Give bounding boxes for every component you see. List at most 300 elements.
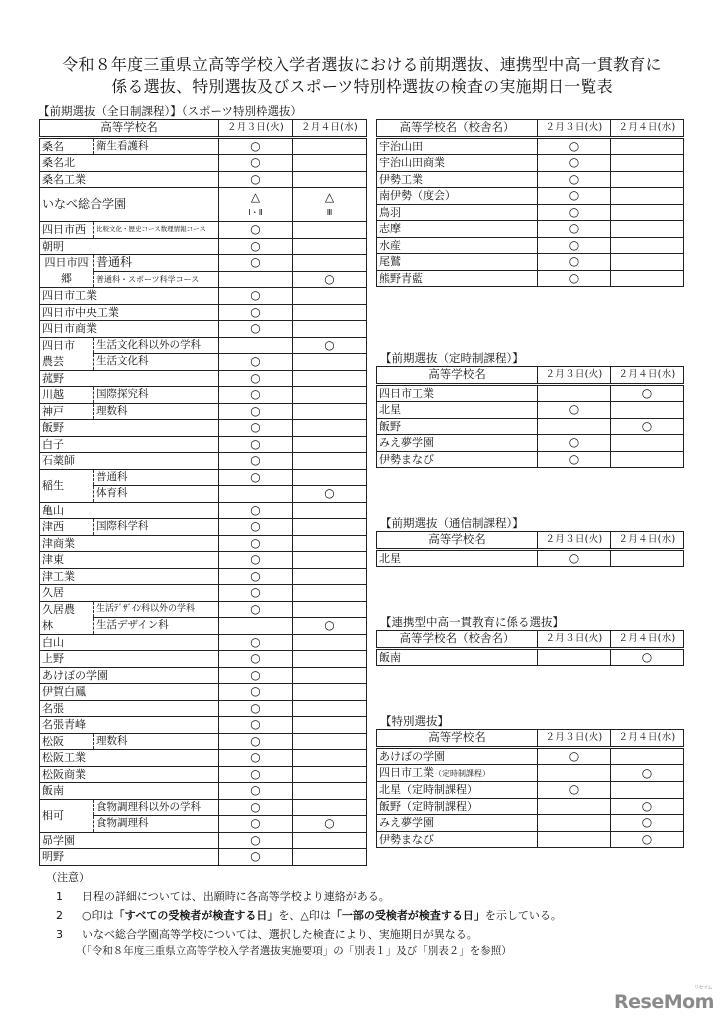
date1-mark [538, 765, 611, 782]
department-cell: 普通科・スポーツ科学コース [94, 271, 219, 288]
date1-mark: ○ [219, 535, 293, 552]
table-row [377, 188, 684, 205]
table-row [377, 747, 684, 765]
school-name: 飯野（定時制課程） [379, 799, 478, 813]
table-row [40, 403, 367, 420]
school-name-line: 四日市 [42, 338, 75, 352]
department-cell: 国際科学科 [94, 519, 219, 536]
date2-mark [611, 221, 684, 238]
table-row [377, 765, 684, 782]
school-name: 南伊勢（度会） [379, 189, 456, 203]
date2-mark [293, 799, 367, 816]
date2-mark: ○ [293, 486, 367, 503]
school-name-cell [377, 237, 538, 254]
school-name-cell: 川越 [40, 387, 94, 404]
note-item-3-sub: （「令和８年度三重県立高等学校入学者選抜実施要項」の「別表１」及び「別表２」を参照） [76, 945, 512, 957]
date1-mark: ○ [219, 700, 293, 717]
date2-mark [293, 155, 367, 172]
table-row [40, 222, 367, 239]
date2-mark: ○ [611, 798, 684, 815]
col-header-school: 高等学校名 [377, 367, 538, 385]
date2-mark [293, 849, 367, 866]
date2-mark [293, 137, 367, 155]
school-name-cell [377, 137, 538, 155]
date1-mark: ○ [219, 568, 293, 585]
date2-mark [293, 420, 367, 437]
school-name: いなべ総合学園 [42, 197, 127, 211]
date2-mark [293, 238, 367, 255]
date2-mark [293, 651, 367, 668]
date1-mark: ○ [219, 436, 293, 453]
col-header-school: 高等学校名 [40, 120, 219, 138]
date2-mark [293, 171, 367, 188]
table-row [377, 815, 684, 832]
date2-mark [293, 222, 367, 239]
school-name-cell [377, 384, 538, 402]
school-name-cell: 朝明 [40, 238, 219, 255]
school-name: 北星 [379, 551, 401, 565]
school-name: みえ夢学園 [379, 816, 434, 830]
school-name-line: 四日市四 [44, 256, 89, 269]
table-row [40, 766, 367, 783]
school-name-cell: 菰野 [40, 370, 219, 387]
special-section-label: 【特別選抜】 [380, 714, 449, 728]
school-name-cell [40, 255, 94, 288]
table-row [40, 849, 367, 866]
date2-mark [293, 255, 367, 272]
correspondence-table [376, 531, 684, 567]
table-row [40, 783, 367, 800]
col-header-date1: ２月３日(火) [538, 730, 611, 748]
date1-mark [219, 271, 293, 288]
table-row [40, 717, 367, 734]
date1-mark: ○ [219, 832, 293, 849]
date1-mark [538, 798, 611, 815]
date2-mark [611, 782, 684, 799]
date2-mark [293, 568, 367, 585]
table-row [40, 288, 367, 305]
department-cell: 比較文化・歴史コース数理情報コース [94, 222, 219, 239]
date1-mark: ○ [538, 435, 611, 452]
table-row [40, 552, 367, 569]
school-name-cell [377, 204, 538, 221]
school-name: あけぼの学園 [379, 749, 445, 763]
school-name: 尾鷲 [379, 255, 401, 269]
school-name-cell: 四日市工業 [40, 288, 219, 305]
date2-mark [293, 684, 367, 701]
table-row [40, 601, 367, 618]
part-time-section-label: 【前期選抜（定時制課程）】 [380, 351, 524, 365]
date1-mark: ○ [538, 155, 611, 172]
date1-mark: ○ [538, 221, 611, 238]
date2-mark: ○ [611, 831, 684, 848]
date1-mark [538, 648, 611, 666]
triangle-icon: △ [250, 189, 261, 204]
date2-mark [611, 402, 684, 419]
date2-mark [293, 634, 367, 651]
table-row [40, 171, 367, 188]
date2-mark: ○ [611, 418, 684, 435]
date1-mark: ○ [219, 469, 293, 486]
date2-mark [611, 435, 684, 452]
date1-mark: ○ [219, 420, 293, 437]
date2-mark [293, 453, 367, 470]
table-row [40, 733, 367, 750]
school-name-cell: 松阪工業 [40, 750, 219, 767]
date2-mark [293, 304, 367, 321]
date1-mark: ○ [219, 766, 293, 783]
triangle-icon: △ [324, 189, 335, 204]
school-name: みえ夢学園 [379, 436, 434, 450]
table-row [40, 137, 367, 155]
date1-mark: ○ [219, 238, 293, 255]
exam-type-note: Ⅲ [326, 207, 333, 217]
table-row [40, 651, 367, 668]
school-name-cell: 伊賀白鳳 [40, 684, 219, 701]
school-name-cell: 飯野 [40, 420, 219, 437]
document-title [0, 54, 724, 98]
integrated-section-label: 【連携型中高一貫教育に係る選抜】 [380, 615, 564, 629]
date1-mark: ○ [219, 502, 293, 519]
col-header-date2: ２月４日(水) [611, 367, 684, 385]
date1-mark: ○ [219, 601, 293, 618]
date2-mark [293, 601, 367, 618]
table-row [40, 370, 367, 387]
title-line-2: 係る選抜、特別選抜及びスポーツ特別枠選抜の検査の実施期日一覧表 [111, 77, 613, 96]
date2-mark [293, 585, 367, 602]
school-name: 宇治山田 [379, 139, 423, 153]
date2-mark [293, 469, 367, 486]
col-header-date2: ２月４日(水) [611, 730, 684, 748]
table-row [40, 799, 367, 816]
table-row [40, 337, 367, 354]
col-header-school-campus: 高等学校名（校舎名） [377, 631, 538, 649]
date1-mark: ○ [219, 403, 293, 420]
school-name: 四日市工業 [379, 386, 434, 400]
date2-mark [293, 288, 367, 305]
school-name-cell [377, 782, 538, 799]
school-name: 宇治山田商業 [379, 156, 445, 170]
table-row [40, 684, 367, 701]
date1-mark: ○ [219, 667, 293, 684]
date1-mark [219, 618, 293, 635]
school-name-cell: 津工業 [40, 568, 219, 585]
date1-mark: ○ [538, 549, 611, 567]
date1-mark: ○ [538, 747, 611, 765]
school-name-cell [377, 747, 538, 765]
date2-mark [293, 403, 367, 420]
date2-mark [293, 667, 367, 684]
date2-mark [611, 237, 684, 254]
department-cell: 生活デザイン科 [94, 618, 219, 635]
school-name-cell [377, 451, 538, 468]
table-row [40, 634, 367, 651]
table-row [377, 270, 684, 287]
school-name-cell: 上野 [40, 651, 219, 668]
date1-mark: ○ [219, 585, 293, 602]
school-name-cell [377, 402, 538, 419]
date2-mark [293, 354, 367, 371]
school-name-line: 久居農 [42, 602, 75, 616]
school-name: 伊勢工業 [379, 172, 423, 186]
table-row [40, 568, 367, 585]
department-cell: 体育科 [94, 486, 219, 503]
part-time-table [376, 366, 684, 468]
school-name-line: 郷 [61, 272, 72, 285]
notes-heading: （注意） [46, 871, 90, 884]
note-item-3: 3 いなべ総合学園高等学校については、選択した検査により、実施期日が異なる。 [56, 928, 478, 941]
school-name-cell: 名張青峰 [40, 717, 219, 734]
school-name-cell: 白子 [40, 436, 219, 453]
department-cell: 食物調理科 [94, 816, 219, 833]
full-time-right-table [376, 119, 684, 287]
school-name-cell: 桑名北 [40, 155, 219, 172]
table-row [40, 585, 367, 602]
school-name-cell [377, 188, 538, 205]
table-row [377, 384, 684, 402]
school-name-cell [377, 418, 538, 435]
school-name-cell [377, 831, 538, 848]
date1-mark [538, 831, 611, 848]
school-name-cell [40, 188, 219, 222]
school-name-cell: 昴学園 [40, 832, 219, 849]
note-item-1: 1 日程の詳細については、出願時に各高等学校より連絡がある。 [56, 890, 390, 903]
date2-mark [293, 832, 367, 849]
date1-mark: ○ [219, 354, 293, 371]
table-row [40, 188, 367, 222]
school-name: 熊野青藍 [379, 271, 423, 285]
school-name-line: 農芸 [42, 354, 64, 368]
col-header-date2: ２月４日(水) [611, 120, 684, 138]
date1-mark: ○ [538, 188, 611, 205]
date1-mark: ○ [219, 387, 293, 404]
table-row [40, 238, 367, 255]
date2-mark [293, 502, 367, 519]
table-row [40, 667, 367, 684]
date1-mark: ○ [538, 137, 611, 155]
school-name-cell: 稲生 [40, 469, 94, 502]
school-name-cell [377, 221, 538, 238]
date2-mark [293, 733, 367, 750]
school-name-cell: 桑名 [40, 137, 94, 155]
date2-mark: ○ [611, 384, 684, 402]
date1-mark: ○ [538, 237, 611, 254]
school-name-cell: 亀山 [40, 502, 219, 519]
date2-mark [293, 370, 367, 387]
department-cell: 衛生看護科 [94, 137, 219, 155]
school-name-cell: 津西 [40, 519, 94, 536]
col-header-date2: ２月４日(水) [611, 631, 684, 649]
special-table [376, 729, 684, 848]
date1-mark: ○ [219, 849, 293, 866]
col-header-date1: ２月３日(火) [538, 120, 611, 138]
date2-mark [293, 188, 367, 222]
table-row [40, 155, 367, 172]
col-header-school: 高等学校名 [377, 730, 538, 748]
school-name: 四日市工業 [379, 766, 434, 779]
date1-mark: ○ [219, 288, 293, 305]
date2-mark: ○ [611, 648, 684, 666]
col-header-school-campus: 高等学校名（校舎名） [377, 120, 538, 138]
date1-mark [538, 815, 611, 832]
date1-mark: ○ [538, 451, 611, 468]
school-name: 伊勢まなび [379, 452, 434, 466]
table-row [377, 549, 684, 567]
table-row [40, 321, 367, 338]
col-header-date1: ２月３日(火) [219, 120, 293, 138]
table-row [377, 171, 684, 188]
date1-mark: ○ [219, 370, 293, 387]
date1-mark: ○ [219, 651, 293, 668]
date1-mark: ○ [219, 799, 293, 816]
table-row [40, 255, 367, 272]
col-header-date1: ２月３日(火) [538, 631, 611, 649]
school-name-cell: 名張 [40, 700, 219, 717]
school-name-cell [377, 155, 538, 172]
date2-mark: ○ [293, 618, 367, 635]
date2-mark [611, 137, 684, 155]
date1-mark [219, 486, 293, 503]
date2-mark [293, 519, 367, 536]
department-cell: 食物調理科以外の学科 [94, 799, 219, 816]
date1-mark: ○ [219, 171, 293, 188]
school-name: 飯南 [379, 650, 401, 664]
table-row [40, 420, 367, 437]
table-row [377, 237, 684, 254]
date2-mark [293, 535, 367, 552]
col-header-school: 高等学校名 [377, 532, 538, 550]
table-row [377, 221, 684, 238]
department-cell: 生活文化科 [94, 354, 219, 371]
date2-mark [293, 717, 367, 734]
col-header-date1: ２月３日(火) [538, 532, 611, 550]
date1-mark: ○ [219, 717, 293, 734]
school-name-cell: 久居 [40, 585, 219, 602]
department-cell: 国際探究科 [94, 387, 219, 404]
notes-section [46, 868, 562, 958]
school-name-cell: 相可 [40, 799, 94, 832]
date2-mark [611, 747, 684, 765]
title-line-1: 令和８年度三重県立高等学校入学者選抜における前期選抜、連携型中高一貫教育に [62, 55, 662, 74]
department-cell: 理数科 [94, 733, 219, 750]
date1-mark [538, 418, 611, 435]
school-name-cell [377, 815, 538, 832]
school-name-cell: 四日市中央工業 [40, 304, 219, 321]
school-name: 飯野 [379, 419, 401, 433]
date1-mark: ○ [538, 270, 611, 287]
table-row [40, 436, 367, 453]
school-name-cell [377, 648, 538, 666]
school-name-cell [377, 171, 538, 188]
date2-mark [293, 766, 367, 783]
date1-mark: ○ [219, 155, 293, 172]
date1-mark [538, 384, 611, 402]
date2-mark [611, 171, 684, 188]
table-row [40, 469, 367, 486]
date1-mark: ○ [219, 321, 293, 338]
resemom-watermark-logo: ReseMom リセマム [614, 985, 714, 1013]
school-name: 北星 [379, 403, 401, 417]
table-row [377, 798, 684, 815]
department-cell: 生活文化科以外の学科 [94, 337, 219, 354]
school-name-cell: 明野 [40, 849, 219, 866]
date1-mark [219, 337, 293, 354]
integrated-table [376, 630, 684, 666]
school-name-cell [377, 765, 538, 782]
school-name-cell: 四日市商業 [40, 321, 219, 338]
table-row [377, 782, 684, 799]
table-row [40, 453, 367, 470]
date1-mark: ○ [219, 750, 293, 767]
school-name: 伊勢まなび [379, 832, 434, 846]
table-row [40, 502, 367, 519]
full-time-table [39, 119, 367, 866]
school-name-cell: 桑名工業 [40, 171, 219, 188]
date1-mark: ○ [219, 783, 293, 800]
date1-mark: ○ [538, 254, 611, 271]
date2-mark: ○ [293, 816, 367, 833]
date2-mark: ○ [611, 765, 684, 782]
date2-mark [611, 254, 684, 271]
date2-mark [611, 451, 684, 468]
table-row [377, 155, 684, 172]
table-row [377, 451, 684, 468]
date1-mark: ○ [538, 402, 611, 419]
col-header-date1: ２月３日(火) [538, 367, 611, 385]
date1-mark: ○ [219, 634, 293, 651]
date1-mark: ○ [219, 304, 293, 321]
exam-type-note: Ⅰ・Ⅱ [248, 207, 263, 217]
table-row [377, 402, 684, 419]
date1-mark: ○ [538, 782, 611, 799]
note-item-2: 2 ○印は「すべての受検者が検査する日」を、△印は「一部の受検者が検査する日」を示している。 [56, 909, 562, 922]
date1-mark: ○ [219, 519, 293, 536]
date2-mark [293, 387, 367, 404]
table-row [40, 700, 367, 717]
school-name-cell: 四日市西 [40, 222, 94, 239]
school-name-cell: 津商業 [40, 535, 219, 552]
date1-mark: ○ [219, 552, 293, 569]
school-name: 志摩 [379, 222, 401, 236]
date2-mark [293, 700, 367, 717]
table-row [377, 435, 684, 452]
table-row [377, 418, 684, 435]
date1-mark: ○ [219, 222, 293, 239]
correspondence-section-label: 【前期選抜（通信制課程）】 [380, 516, 524, 530]
date1-mark: ○ [219, 137, 293, 155]
school-name-cell [377, 270, 538, 287]
school-name: 水産 [379, 238, 401, 252]
department-cell: 理数科 [94, 403, 219, 420]
date1-mark: ○ [219, 684, 293, 701]
date2-mark: ○ [611, 815, 684, 832]
table-row [40, 535, 367, 552]
table-row [40, 387, 367, 404]
school-name: 鳥羽 [379, 205, 401, 219]
school-name-cell [377, 435, 538, 452]
table-row [40, 304, 367, 321]
date2-mark [293, 783, 367, 800]
department-cell: 生活ﾃﾞｻﾞｲﾝ科以外の学科 [94, 601, 219, 618]
date1-mark: ○ [219, 255, 293, 272]
table-row [40, 750, 367, 767]
table-row [377, 137, 684, 155]
school-name-cell [377, 549, 538, 567]
school-name-cell: 松阪 [40, 733, 94, 750]
school-name: 北星（定時制課程） [379, 783, 478, 797]
school-name-cell: 石薬師 [40, 453, 219, 470]
table-row [377, 204, 684, 221]
